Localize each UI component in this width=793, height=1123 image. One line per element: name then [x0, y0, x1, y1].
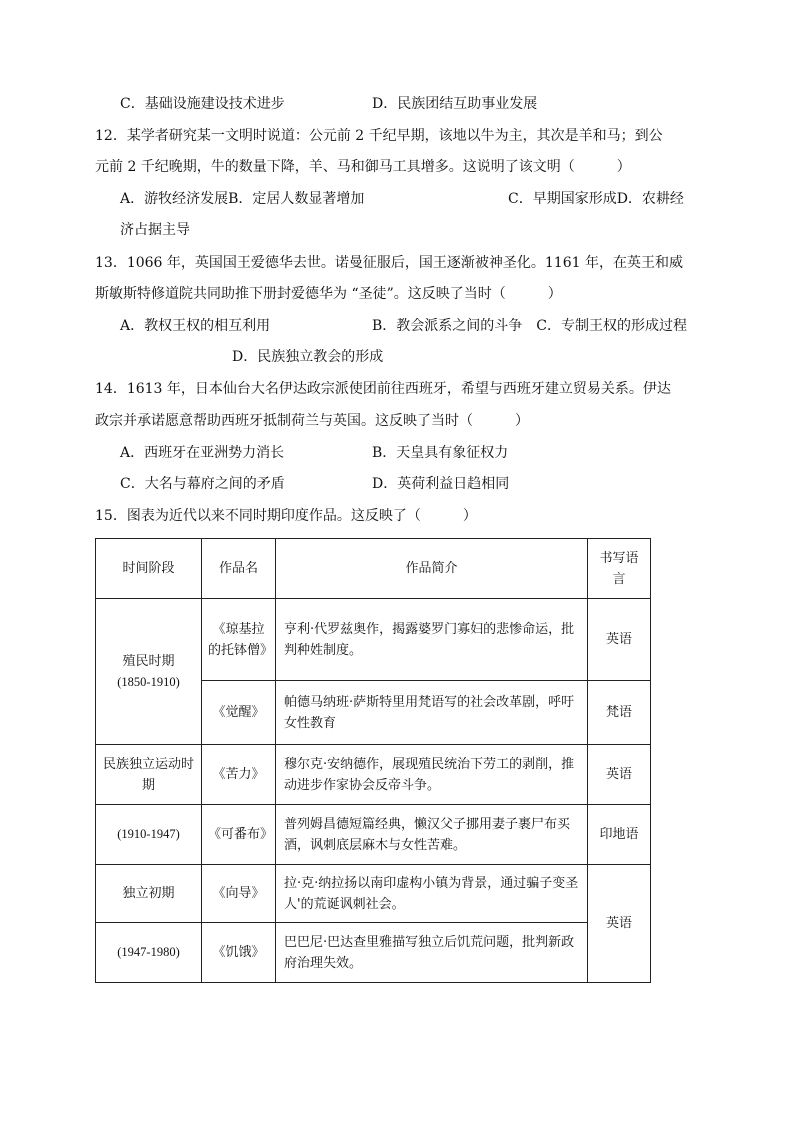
q13-option-bc: B．教会派系之间的斗争 C．专制王权的形成过程 — [372, 318, 687, 334]
language-cell: 英语 — [588, 745, 651, 805]
period-cell: 独立初期 — [96, 865, 202, 923]
language-cell: 英语 — [588, 599, 651, 681]
table-row — [96, 599, 651, 681]
table-row — [96, 923, 651, 983]
header-period: 时间阶段 — [96, 539, 202, 599]
desc-cell: 普列姆昌德短篇经典，懒汉父子挪用妻子裹尸布买酒，讽刺底层麻木与女性苦难。 — [276, 805, 588, 865]
work-cell: 《饥饿》 — [202, 923, 276, 983]
work-cell: 《觉醒》 — [202, 681, 276, 745]
q14-option-a: A．西班牙在亚洲势力消长 — [120, 445, 285, 461]
q13-stem-line2: 斯敏斯特修道院共同助推下册封爱德华为 “圣徒”。这反映了当时（ ） — [95, 286, 562, 302]
period-label: 殖民时期 — [122, 653, 175, 669]
q14-stem-line1: 14．1613 年，日本仙台大名伊达政宗派使团前往西班牙，希望与西班牙建立贸易关系。伊达 — [95, 381, 671, 397]
q14-option-d: D．英荷利益日趋相同 — [372, 476, 510, 492]
desc-cell: 帕德马纳班·萨斯特里用梵语写的社会改革剧，呼吁女性教育 — [276, 681, 588, 745]
q12-stem-line2: 元前 2 千纪晚期，牛的数量下降，羊、马和御马工具增多。这说明了该文明（ ） — [95, 159, 631, 175]
language-cell: 印地语 — [588, 805, 651, 865]
desc-cell: 拉·克·纳拉扬以南印虚构小镇为背景，通过骗子变圣人'的荒诞讽刺社会。 — [276, 865, 588, 923]
q12-option-d-cont: 济占据主导 — [120, 222, 190, 238]
q14-option-c: C．大名与幕府之间的矛盾 — [120, 476, 285, 492]
q14-stem-line2: 政宗并承诺愿意帮助西班牙抵制荷兰与英国。这反映了当时（ ） — [95, 413, 529, 429]
period-cell: 民族独立运动时期 — [96, 745, 202, 805]
work-cell: 《向导》 — [202, 865, 276, 923]
table-row — [96, 865, 651, 923]
work-cell: 《琼基拉的托钵僧》 — [202, 599, 276, 681]
q14-option-b: B．天皇具有象征权力 — [372, 445, 509, 461]
q13-option-d: D．民族独立教会的形成 — [232, 349, 384, 365]
period-years: (1850-1910) — [117, 674, 180, 689]
q12-stem-line1: 12．某学者研究某一文明时说道：公元前 2 千纪早期，该地以牛为主，其次是羊和马；到公 — [95, 128, 663, 144]
header-work: 作品名 — [202, 539, 276, 599]
header-desc: 作品简介 — [276, 539, 588, 599]
header-language: 书写语言 — [588, 539, 651, 599]
table-row — [96, 805, 651, 865]
q11-option-c: C．基础设施建设技术进步 — [120, 96, 285, 112]
period-years: (1947-1980) — [96, 923, 202, 983]
language-cell: 英语 — [588, 865, 651, 983]
q13-stem-line1: 13．1066 年，英国国王爱德华去世。诺曼征服后，国王逐渐被神圣化。1161 年，在英王和威 — [95, 255, 683, 271]
table-header-row — [96, 539, 651, 599]
table-row — [96, 745, 651, 805]
desc-cell: 亨利·代罗兹奥作，揭露婆罗门寡妇的悲惨命运，批判种姓制度。 — [276, 599, 588, 681]
period-cell — [96, 599, 202, 745]
work-cell: 《苦力》 — [202, 745, 276, 805]
q13-option-a: A．教权王权的相互利用 — [120, 318, 271, 334]
work-cell: 《可番布》 — [202, 805, 276, 865]
period-years: (1910-1947) — [96, 805, 202, 865]
desc-cell: 穆尔克·安纳德作，展现殖民统治下劳工的剥削，推动进步作家协会反帝斗争。 — [276, 745, 588, 805]
desc-cell: 巴巴尼·巴达查里雅描写独立后饥荒问题，批判新政府治理失效。 — [276, 923, 588, 983]
language-cell: 梵语 — [588, 681, 651, 745]
q12-option-cd: C．早期国家形成D．农耕经 — [508, 191, 684, 207]
works-table — [95, 538, 651, 983]
q11-option-d: D．民族团结互助事业发展 — [372, 96, 538, 112]
q15-stem: 15．图表为近代以来不同时期印度作品。这反映了（ ） — [95, 508, 477, 524]
q12-option-ab: A．游牧经济发展B．定居人数显著增加 — [120, 191, 365, 207]
